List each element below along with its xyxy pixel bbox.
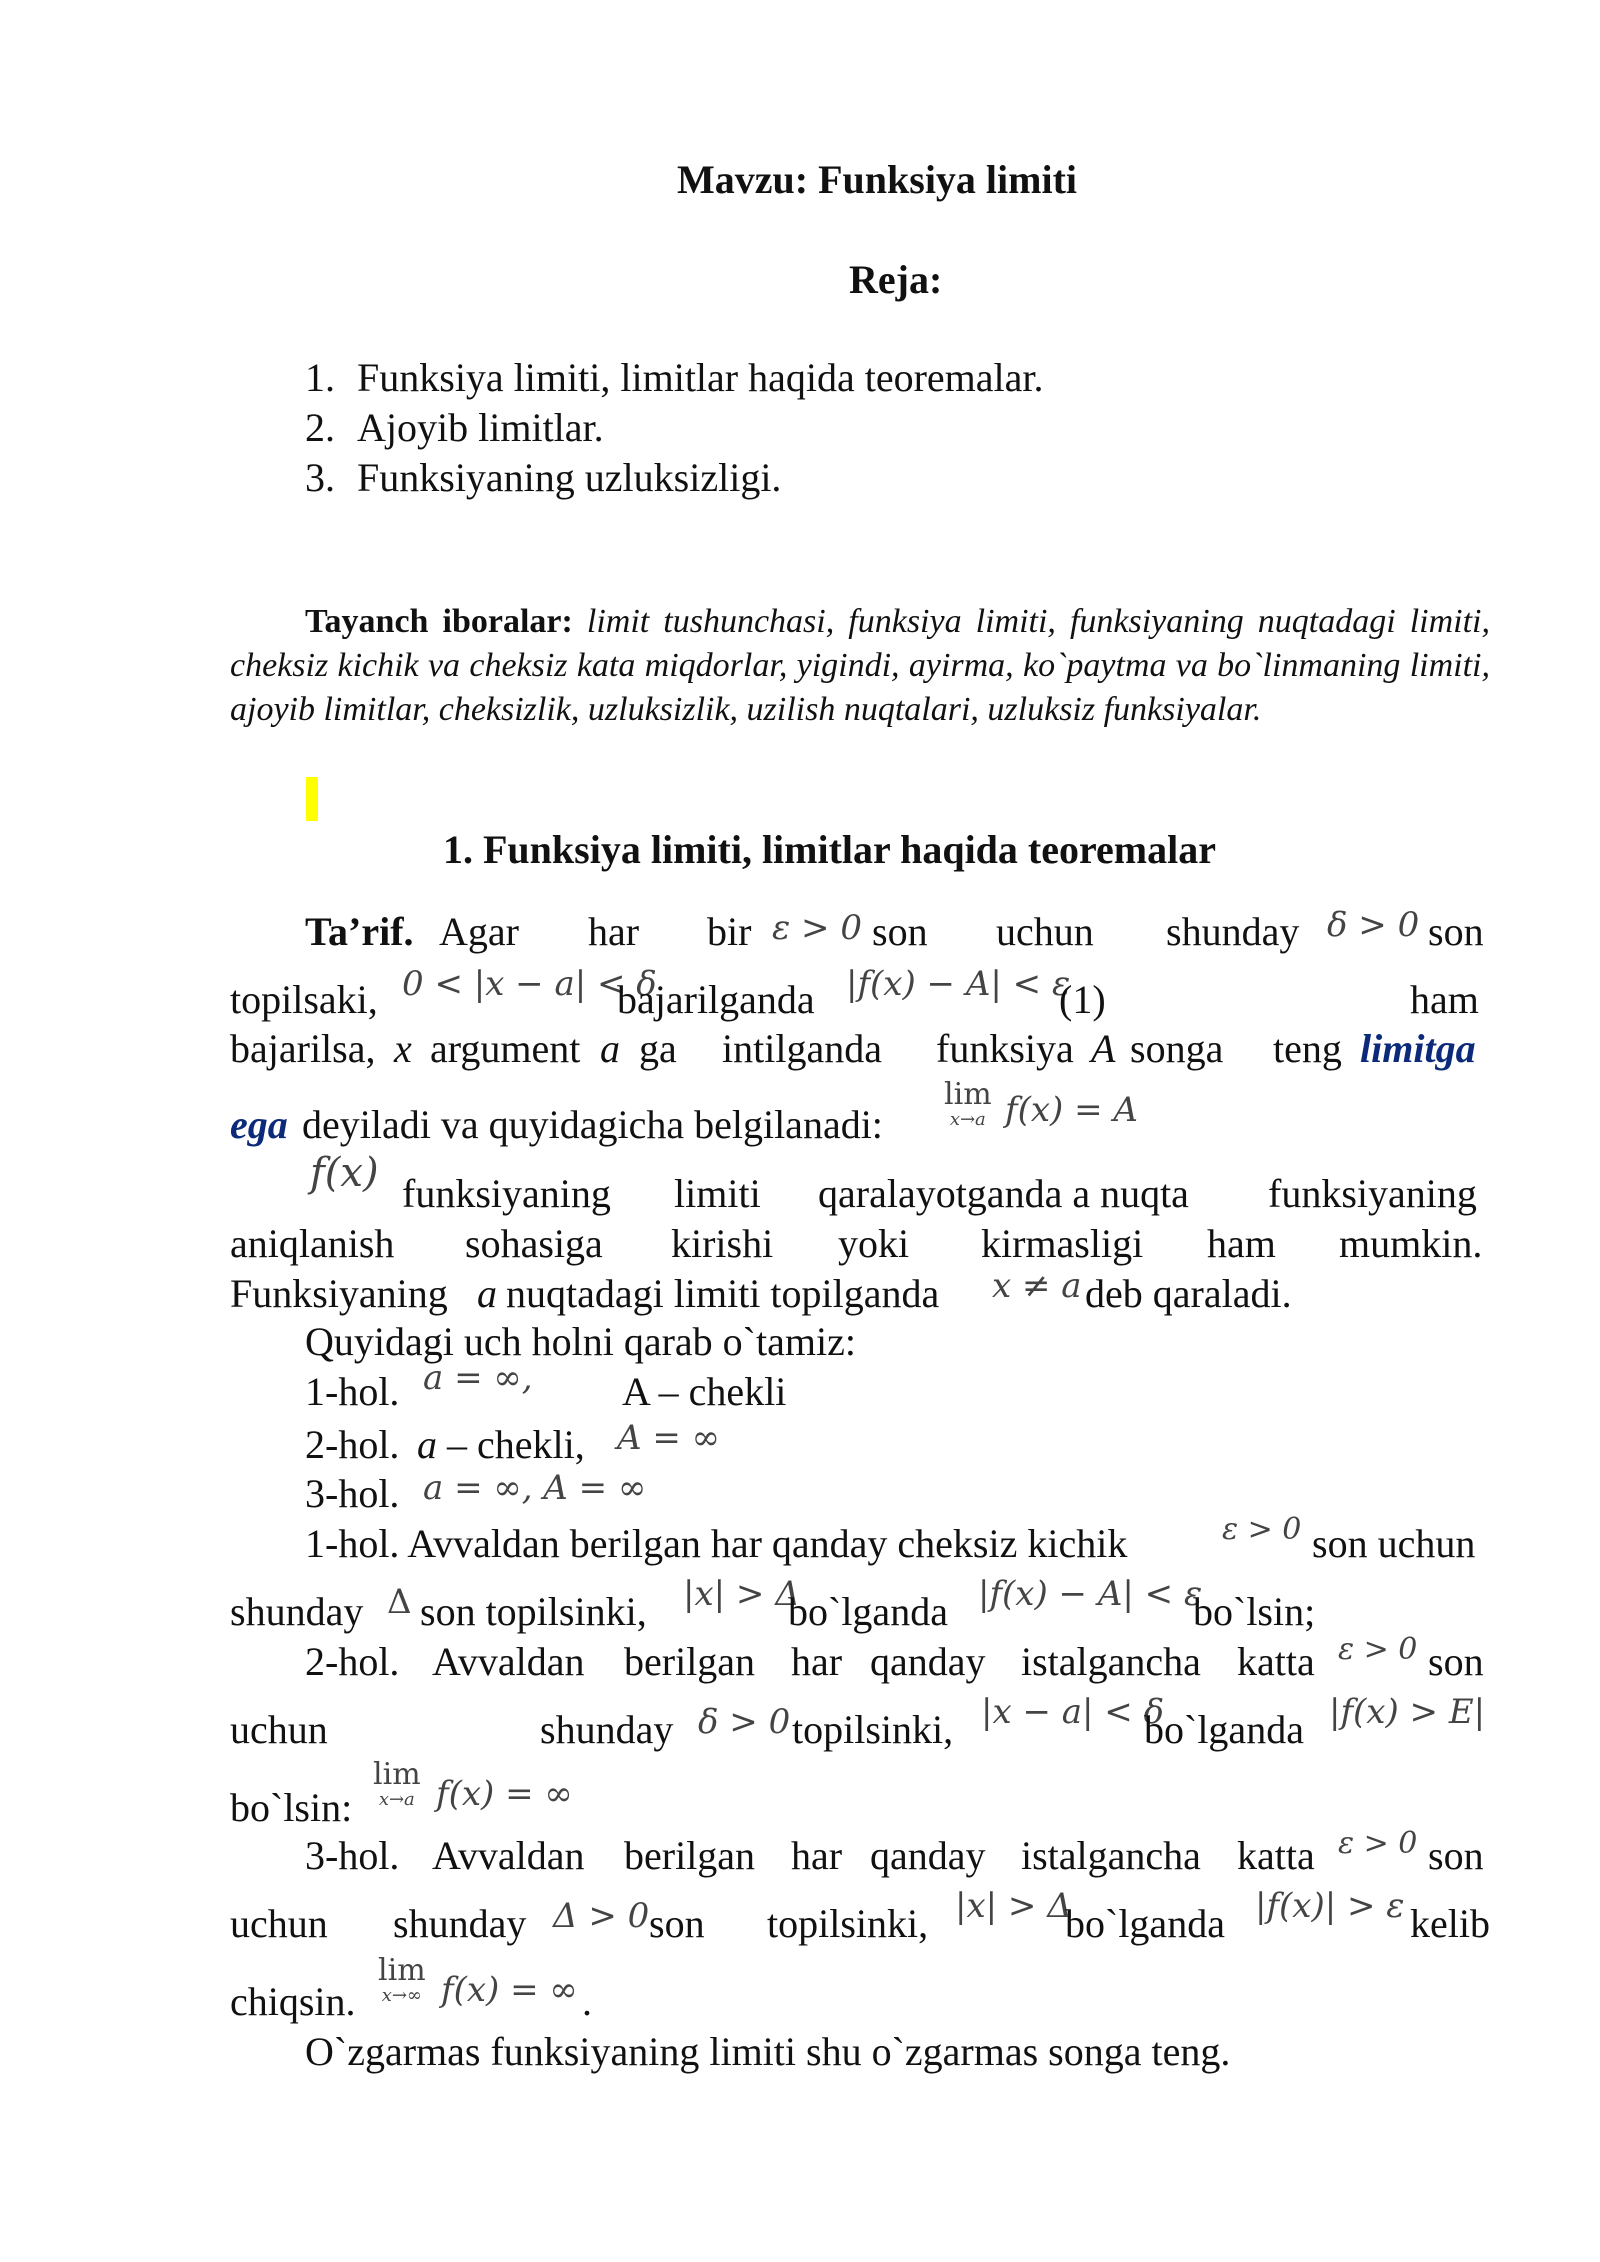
- hol2-epsilon: ε > 0: [1338, 1632, 1418, 1667]
- para-word: ham: [1207, 1221, 1276, 1266]
- hol2-word: bo`lganda: [1144, 1707, 1304, 1752]
- definition-word: deyiladi va quyidagicha belgilanadi:: [302, 1102, 883, 1147]
- lim-subscript: x→∞: [381, 1985, 422, 2006]
- hol3-word: bo`lganda: [1065, 1901, 1225, 1946]
- hol1-word: bo`lsin;: [1193, 1589, 1316, 1634]
- hol3-word: Avvaldan: [432, 1833, 585, 1878]
- hol3-x-condition: |x| > Δ: [955, 1886, 1072, 1926]
- limit-value: f(x) = ∞: [441, 1970, 578, 2010]
- lim-word: lim: [378, 1953, 426, 1988]
- definition-word: topilsaki,: [230, 977, 378, 1022]
- lim-subscript: x→a: [949, 1109, 986, 1130]
- hol2-word: Avvaldan: [432, 1639, 585, 1684]
- definition-word: A: [1091, 1026, 1116, 1071]
- ega-term: ega: [230, 1102, 288, 1147]
- definition-word: a: [600, 1026, 620, 1071]
- hol3-word: berilgan: [624, 1833, 756, 1878]
- hol3-word: topilsinki,: [767, 1901, 929, 1946]
- para-word: kirishi: [671, 1221, 774, 1266]
- limit-notation: [378, 1953, 426, 2006]
- hol3-delta: Δ > 0: [553, 1896, 650, 1936]
- limit-notation: [373, 1757, 421, 1810]
- hol2-word: topilsinki,: [792, 1707, 954, 1752]
- hol2-word: shunday: [540, 1707, 674, 1752]
- case2-text: – chekli,: [447, 1422, 585, 1467]
- hol3-word: son: [649, 1901, 705, 1946]
- hol2-word: istalgancha: [1021, 1639, 1201, 1684]
- hol3-word: har: [791, 1833, 843, 1878]
- para-word: limiti: [674, 1171, 761, 1216]
- delta-symbol: Δ: [387, 1582, 412, 1622]
- hol1-epsilon: ε > 0: [1222, 1512, 1302, 1547]
- hol2-word: berilgan: [624, 1639, 756, 1684]
- hol2-f-condition: |f(x) > E|: [1329, 1692, 1486, 1732]
- para-word: Funksiyaning: [230, 1271, 448, 1316]
- definition-word: son: [1428, 909, 1484, 954]
- definition-word: ga: [639, 1026, 677, 1071]
- plan-item-text: Funksiyaning uzluksizligi.: [357, 455, 782, 500]
- hol1-f-condition: |f(x) − A| < ε: [978, 1574, 1203, 1614]
- definition-word: har: [588, 909, 640, 954]
- limit-notation: [944, 1077, 992, 1130]
- hol3-word: uchun: [230, 1901, 328, 1946]
- limit-value: f(x) = A: [1005, 1090, 1138, 1130]
- definition-word: bajarilsa,: [230, 1026, 376, 1071]
- hol1-x-condition: |x| > Δ: [683, 1574, 800, 1614]
- document-title: Mavzu: Funksiya limiti: [677, 157, 1078, 202]
- fx-symbol: f(x): [310, 1150, 379, 1196]
- definition-word: x: [394, 1026, 412, 1071]
- hol1-text-end: son uchun: [1312, 1521, 1476, 1566]
- case-label: 1-hol.: [305, 1369, 400, 1414]
- hol3-f-condition: |f(x)| > ε: [1255, 1886, 1405, 1926]
- definition-word: bajarilganda: [617, 977, 815, 1022]
- para-word: aniqlanish: [230, 1221, 395, 1266]
- hol3-word: istalgancha: [1021, 1833, 1201, 1878]
- case-label: 3-hol.: [305, 1471, 400, 1516]
- hol3-word: 3-hol.: [305, 1833, 400, 1878]
- neighborhood-condition: 0 < |x − a| < δ: [402, 964, 657, 1004]
- hol3-word: qanday: [870, 1833, 986, 1878]
- cases-intro: Quyidagi uch holni qarab o`tamiz:: [305, 1319, 856, 1364]
- hol3-word: son: [1428, 1833, 1484, 1878]
- case1-condition: a = ∞,: [423, 1358, 533, 1398]
- definition-word: Agar: [439, 909, 519, 954]
- definition-word: bir: [707, 909, 752, 954]
- hol2-word: son: [1428, 1639, 1484, 1684]
- hol1-word: son topilsinki,: [420, 1589, 647, 1634]
- definition-word: uchun: [996, 909, 1094, 954]
- hol3-word: kelib: [1410, 1901, 1490, 1946]
- plan-item-text: Ajoyib limitlar.: [357, 405, 604, 450]
- limit-inequality: |f(x) − A| < ε: [846, 964, 1071, 1004]
- hol1-text: 1-hol. Avvaldan berilgan har qanday cheksiz kichik: [305, 1521, 1128, 1566]
- case-label: 2-hol.: [305, 1422, 400, 1467]
- section-heading: 1. Funksiya limiti, limitlar haqida teoremalar: [443, 827, 1216, 872]
- hol2-word: qanday: [870, 1639, 986, 1684]
- keywords-label: Tayanch iboralar:: [305, 603, 573, 640]
- definition-word: funksiya: [936, 1026, 1074, 1071]
- hol3-word: chiqsin.: [230, 1979, 356, 2024]
- keywords-text: limit tushunchasi, funksiya limiti, funksiyaning nuqtadagi limiti, cheksiz kichik va cheksiz kata miqdorlar, yigindi, ayirma, ko`paytma va bo`linmaning limiti, ajoyib limitlar, cheksizlik, uzluksizlik, uzilish nuqtalari, uzluksiz funksiyalar.: [230, 603, 1491, 728]
- definition-word: teng: [1273, 1026, 1342, 1071]
- definition-word: songa: [1130, 1026, 1224, 1071]
- hol2-word: bo`lsin:: [230, 1785, 353, 1830]
- plan-item-text: Funksiya limiti, limitlar haqida teoremalar.: [357, 355, 1044, 400]
- hol3-epsilon: ε > 0: [1338, 1826, 1418, 1861]
- plan-heading: Reja:: [849, 257, 943, 302]
- definition-word: son: [872, 909, 928, 954]
- delta-condition: δ > 0: [1327, 905, 1420, 945]
- para-word: funksiyaning: [1268, 1171, 1477, 1216]
- hol1-word: shunday: [230, 1589, 364, 1634]
- case3-condition: a = ∞, A = ∞: [423, 1468, 647, 1508]
- lim-word: lim: [373, 1757, 421, 1792]
- case1-note: A – chekli: [622, 1369, 787, 1414]
- hol2-x-condition: |x − a| < δ: [981, 1692, 1165, 1732]
- definition-word: shunday: [1166, 909, 1300, 954]
- para-word: yoki: [838, 1221, 910, 1266]
- plan-item-number: 3.: [305, 455, 335, 500]
- plan-item-number: 2.: [305, 405, 335, 450]
- keywords-paragraph: [230, 600, 1490, 732]
- equation-number: (1): [1059, 977, 1106, 1022]
- limit-value: f(x) = ∞: [436, 1774, 573, 1814]
- para-word: a: [477, 1271, 497, 1316]
- lim-word: lim: [944, 1077, 992, 1112]
- para-word: qaralayotganda a nuqta: [818, 1171, 1189, 1216]
- case2-condition: A = ∞: [617, 1418, 720, 1458]
- hol2-word: uchun: [230, 1707, 328, 1752]
- hol1-word: bo`lganda: [788, 1589, 948, 1634]
- closing-statement: O`zgarmas funksiyaning limiti shu o`zgarmas songa teng.: [305, 2029, 1231, 2074]
- definition-word: argument: [430, 1026, 581, 1071]
- hol2-delta: δ > 0: [698, 1702, 791, 1742]
- hol3-word: katta: [1237, 1833, 1315, 1878]
- para-word: mumkin.: [1339, 1221, 1483, 1266]
- para-word: kirmasligi: [981, 1221, 1144, 1266]
- hol2-word: katta: [1237, 1639, 1315, 1684]
- definition-word: intilganda: [722, 1026, 882, 1071]
- para-word: funksiyaning: [402, 1171, 611, 1216]
- highlight-marker: [306, 777, 318, 821]
- definition-word: ham: [1410, 977, 1479, 1022]
- para-word: deb qaraladi.: [1085, 1271, 1292, 1316]
- para-word: sohasiga: [465, 1221, 603, 1266]
- para-word: nuqtadagi limiti topilganda: [506, 1271, 940, 1316]
- limitga-term: limitga: [1360, 1026, 1476, 1071]
- hol3-word: shunday: [393, 1901, 527, 1946]
- x-not-equal-a: x ≠ a: [992, 1266, 1082, 1306]
- epsilon-condition: ε > 0: [772, 908, 862, 948]
- lim-subscript: x→a: [378, 1789, 415, 1810]
- hol2-word: har: [791, 1639, 843, 1684]
- hol2-word: 2-hol.: [305, 1639, 400, 1684]
- definition-label: Ta’rif.: [305, 909, 414, 954]
- hol3-period: .: [582, 1979, 592, 2024]
- plan-item-number: 1.: [305, 355, 335, 400]
- case2-a: a: [417, 1422, 437, 1467]
